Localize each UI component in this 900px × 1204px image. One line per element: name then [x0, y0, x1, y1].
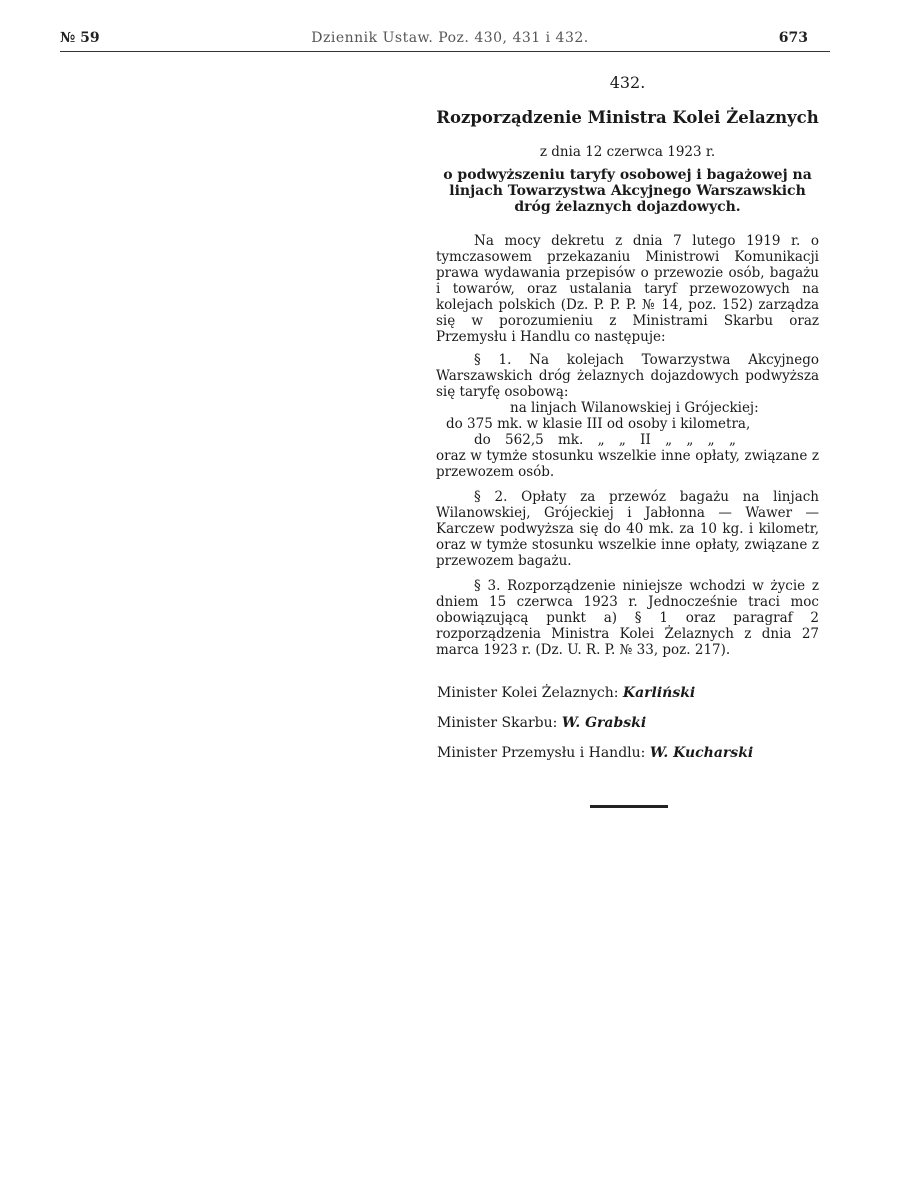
end-divider: [590, 805, 668, 808]
act-number: 432.: [609, 73, 646, 92]
signature-industry: [437, 745, 753, 761]
act-subject: o podwyższeniu taryfy osobowej i bagażowej na linjach Towarzystwa Akcyjnego Warszawskich dróg żelaznych dojazdowych.: [443, 167, 812, 215]
rates-line-lines: na linjach Wilanowskiej i Grójeckiej:: [510, 400, 759, 416]
page-number-left: № 59: [60, 30, 100, 46]
journal-header: Dziennik Ustaw. Poz. 430, 431 i 432.: [311, 30, 589, 46]
signature-role: Minister Skarbu:: [437, 715, 558, 731]
intro-paragraph: Na mocy dekretu z dnia 7 lutego 1919 r. o tymczasowem przekazaniu Ministrowi Komunikacji prawa wydawania przepisów o przewozie osób, bagażu i towarów, oraz ustalania taryf przewozowych na kolejach polskich (Dz. P. P. P. № 14, poz. 152) zarządza się w porozumieniu z Ministrami Skarbu oraz Przemysłu i Handlu co następuje:: [436, 233, 819, 345]
rates-line-class-2: do 562,5 mk. „ „ II „ „ „ „: [474, 432, 736, 448]
section-1-text: § 1. Na kolejach Towarzystwa Akcyjnego Warszawskich dróg żelaznych dojazdowych podwyższa się taryfę osobową:: [436, 352, 819, 400]
signature-name: W. Grabski: [561, 715, 647, 731]
signature-role: Minister Kolei Żelaznych:: [437, 685, 619, 701]
section-1-tail: oraz w tymże stosunku wszelkie inne opłaty, związane z przewozem osób.: [436, 448, 819, 480]
section-1-rates: [436, 400, 819, 448]
section-2-paragraph: § 2. Opłaty za przewóz bagażu na linjach Wilanowskiej, Grójeckiej i Jabłonna — Wawer — Karczew podwyższa się do 40 mk. za 10 kg. i kilometr, oraz w tymże stosunku wszelkie inne opłaty, związane z przewozem bagażu.: [436, 489, 819, 569]
header-divider: [60, 51, 830, 52]
act-body: [436, 233, 819, 658]
rates-line-class-3: do 375 mk. w klasie III od osoby i kilometra,: [446, 416, 751, 432]
signature-name: W. Kucharski: [649, 745, 754, 761]
signature-role: Minister Przemysłu i Handlu:: [437, 745, 646, 761]
signature-name: Karliński: [622, 685, 696, 701]
signature-treasury: [437, 715, 646, 731]
signature-railways: [437, 685, 695, 701]
page-number: 673: [778, 30, 808, 46]
act-title: Rozporządzenie Ministra Kolei Żelaznych: [436, 108, 819, 127]
act-date: z dnia 12 czerwca 1923 r.: [539, 144, 716, 160]
section-3-paragraph: § 3. Rozporządzenie niniejsze wchodzi w życie z dniem 15 czerwca 1923 r. Jednocześnie traci moc obowiązującą punkt a) § 1 oraz paragraf 2 rozporządzenia Ministra Kolei Żelaznych z dnia 27 marca 1923 r. (Dz. U. R. P. № 33, poz. 217).: [436, 578, 819, 658]
